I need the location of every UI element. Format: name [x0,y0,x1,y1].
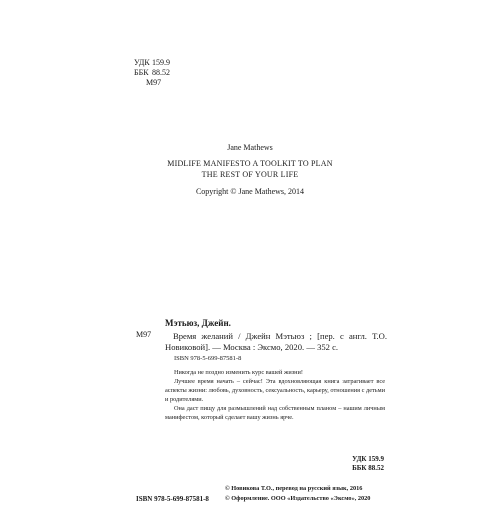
annotation [165,368,385,422]
annotation-paragraph: Лучшее время начать – сейчас! Эта вдохновляющая книга затрагивает все аспекты жизни: любовь, духовность, сексуальность, карьеру, отношения с детьми и родителями. [165,378,385,403]
card-bbk: ББК 88.52 [352,464,384,472]
annotation-paragraph: Никогда не поздно изменить курс вашей жизни! [174,369,304,376]
card-classification-codes [340,455,384,473]
original-author: Jane Mathews [227,143,273,152]
bbk-value: 88.52 [152,68,170,77]
copyright-design: © Оформление. ООО «Издательство «Эксмо», 2020 [225,495,371,502]
card-author: Мэтьюз, Джейн. [165,318,231,328]
card-udk: УДК 159.9 [352,455,384,463]
udk-row [134,58,170,68]
udk-value: 159.9 [152,58,170,67]
original-title-line-2: THE REST OF YOUR LIFE [201,170,299,179]
udk-label: УДК [134,58,150,67]
card-isbn: ISBN 978-5-699-87581-8 [174,355,242,362]
author-mark-row [134,78,170,88]
original-title [0,158,500,180]
footer-isbn: ISBN 978-5-699-87581-8 [136,495,209,503]
footer-copyrights [225,484,395,504]
card-description: Время желаний / Джейн Мэтьюз ; [пер. с англ. Т.О. Новиковой]. — Москва : Эксмо, 2020. — 352 с. [165,331,387,352]
bbk-row [134,68,170,78]
original-copyright: Copyright © Jane Mathews, 2014 [195,187,305,196]
copyright-translation: © Новикова Т.О., перевод на русский язык, 2016 [225,485,363,492]
classification-codes [134,58,170,88]
author-mark: М97 [146,78,162,87]
annotation-paragraph: Она даст пищу для размышлений над собственным планом – нашим личным манифестом, который сделает вашу жизнь ярче. [165,405,385,421]
bbk-label: ББК [134,68,149,77]
card-author-mark: М97 [136,330,152,339]
original-title-line-1: MIDLIFE MANIFESTO A TOOLKIT TO PLAN [167,159,333,168]
